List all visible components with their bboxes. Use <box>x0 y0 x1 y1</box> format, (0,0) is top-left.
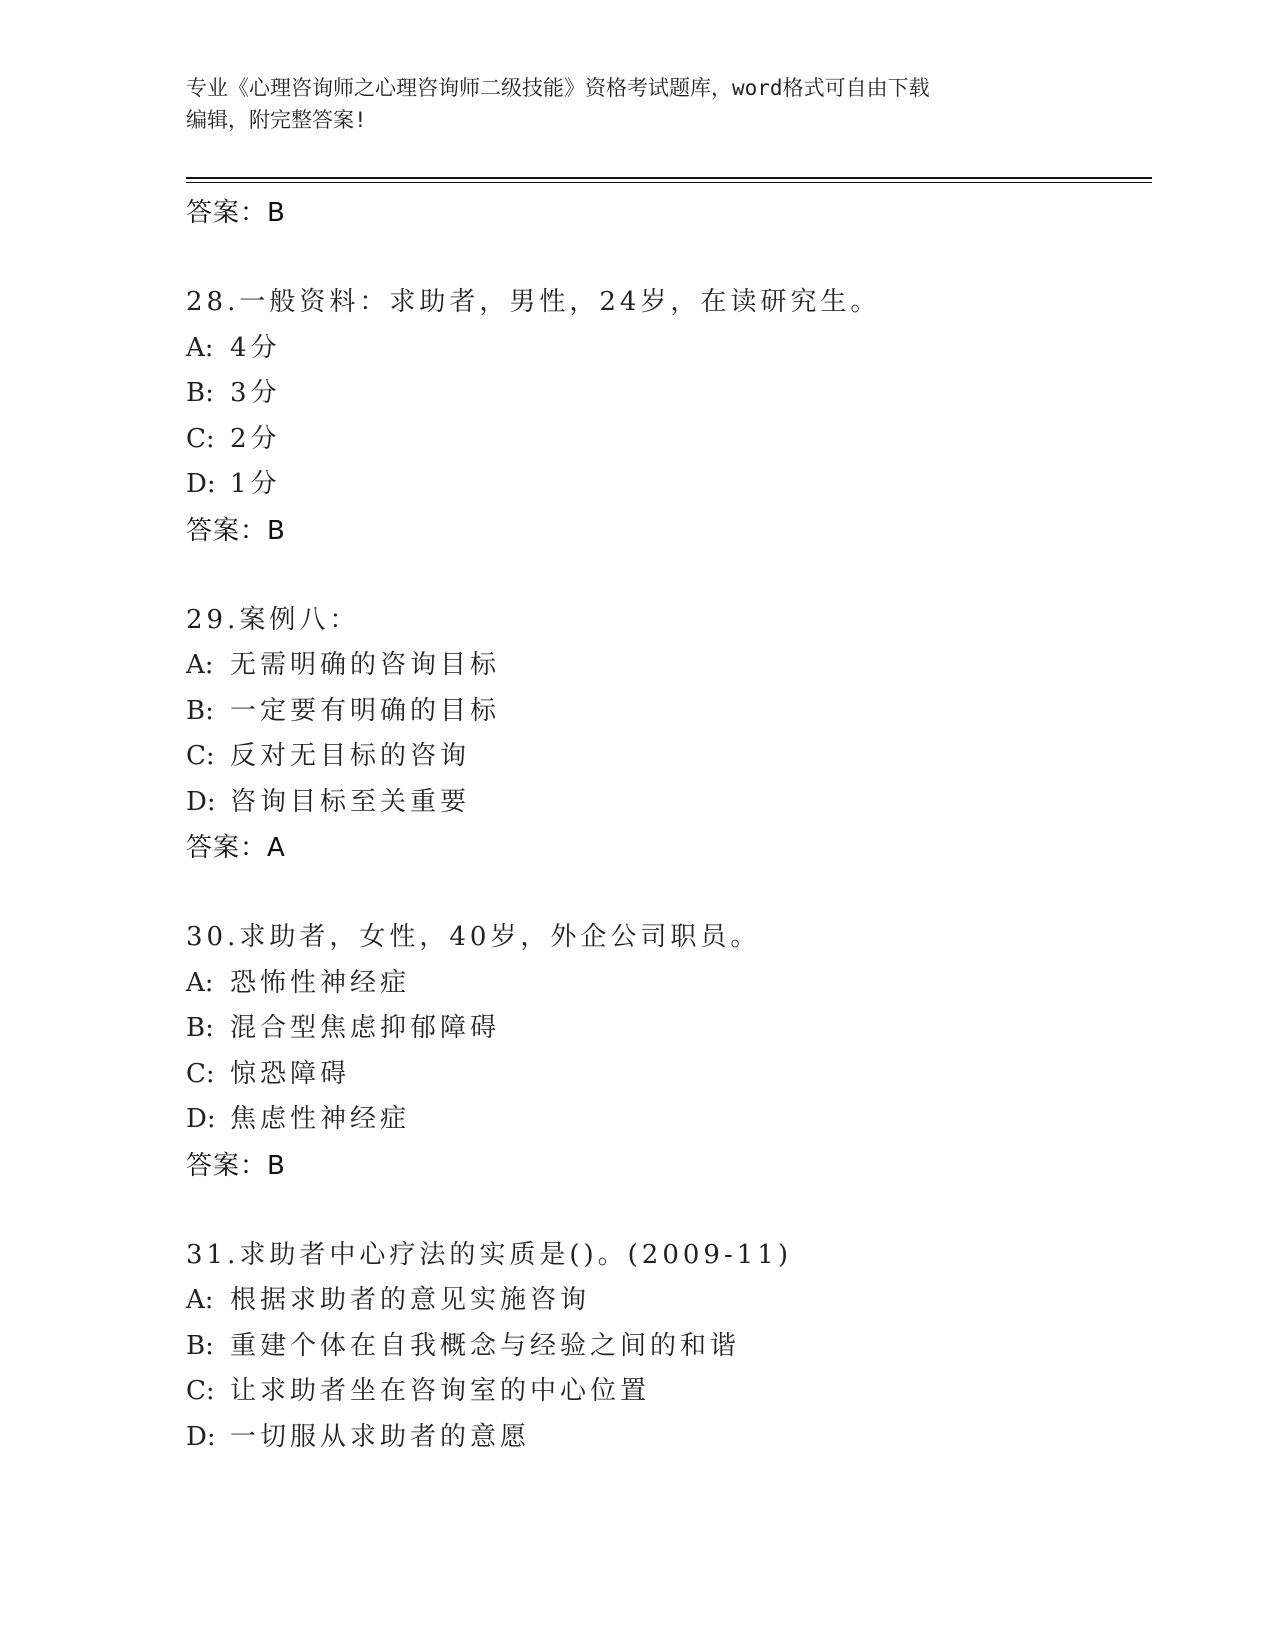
option-d <box>186 780 1152 826</box>
answer-line: 答案：B <box>186 1150 286 1181</box>
option-text: 2分 <box>230 423 281 454</box>
header-line-1: 专业《心理咨询师之心理咨询师二级技能》资格考试题库，word格式可自由下载 <box>186 76 930 100</box>
answer-line: 答案：B <box>186 198 286 228</box>
option-letter: B: <box>186 695 214 726</box>
option-letter: C: <box>186 423 215 454</box>
question-stem: 29.案例八： <box>186 604 360 635</box>
header-rule-thick <box>186 177 1152 179</box>
question-stem: 31.求助者中心疗法的实质是()。(2009-11) <box>186 1239 792 1270</box>
option-d <box>186 1097 1152 1143</box>
option-text: 惊恐障碍 <box>230 1058 351 1089</box>
option-text: 混合型焦虑抑郁障碍 <box>230 1013 501 1043</box>
option-text: 恐怖性神经症 <box>230 967 411 998</box>
option-a <box>186 961 1152 1007</box>
answer-line: 答案：A <box>186 833 286 863</box>
option-letter: B: <box>186 1013 214 1043</box>
header-line-2: 编辑，附完整答案! <box>186 108 367 132</box>
document-header <box>186 72 1066 136</box>
option-letter: D: <box>186 1421 216 1452</box>
option-a <box>186 1278 1152 1324</box>
option-a <box>186 643 1152 689</box>
question-list <box>186 190 1152 1460</box>
option-d <box>186 1415 1152 1461</box>
option-letter: D: <box>186 1104 216 1134</box>
question-30 <box>186 915 1152 1189</box>
option-d <box>186 462 1152 508</box>
option-text: 焦虑性神经症 <box>230 1104 411 1134</box>
question-stem: 28.一般资料：求助者，男性，24岁，在读研究生。 <box>186 287 881 317</box>
question-29 <box>186 598 1152 872</box>
option-text: 咨询目标至关重要 <box>230 786 471 817</box>
option-text: 3分 <box>230 378 281 408</box>
option-text: 重建个体在自我概念与经验之间的和谐 <box>230 1330 741 1361</box>
question-stem: 30.求助者，女性，40岁，外企公司职员。 <box>186 922 761 952</box>
option-c <box>186 734 1152 780</box>
option-text: 一切服从求助者的意愿 <box>230 1421 531 1452</box>
option-letter: C: <box>186 1376 215 1406</box>
option-text: 4分 <box>230 332 281 363</box>
option-letter: D: <box>186 469 216 499</box>
option-letter: A: <box>186 332 214 363</box>
option-c <box>186 417 1152 463</box>
option-c <box>186 1052 1152 1098</box>
header-rule-thin <box>186 182 1152 183</box>
option-letter: A: <box>186 1285 214 1315</box>
answer-line: 答案：B <box>186 515 286 546</box>
question-31 <box>186 1233 1152 1461</box>
option-text: 让求助者坐在咨询室的中心位置 <box>230 1376 651 1406</box>
option-letter: A: <box>186 967 214 998</box>
option-text: 一定要有明确的目标 <box>230 695 501 726</box>
option-letter: B: <box>186 378 214 408</box>
option-b <box>186 1006 1152 1052</box>
option-b <box>186 1324 1152 1370</box>
option-text: 根据求助者的意见实施咨询 <box>230 1285 591 1315</box>
option-letter: C: <box>186 741 215 771</box>
option-b <box>186 371 1152 417</box>
option-c <box>186 1369 1152 1415</box>
option-letter: D: <box>186 786 216 817</box>
option-text: 1分 <box>230 469 281 499</box>
option-b <box>186 689 1152 735</box>
question-28 <box>186 280 1152 554</box>
option-letter: B: <box>186 1330 214 1361</box>
option-text: 无需明确的咨询目标 <box>230 650 501 680</box>
option-text: 反对无目标的咨询 <box>230 741 471 771</box>
option-a <box>186 326 1152 372</box>
option-letter: C: <box>186 1058 215 1089</box>
option-letter: A: <box>186 650 214 680</box>
